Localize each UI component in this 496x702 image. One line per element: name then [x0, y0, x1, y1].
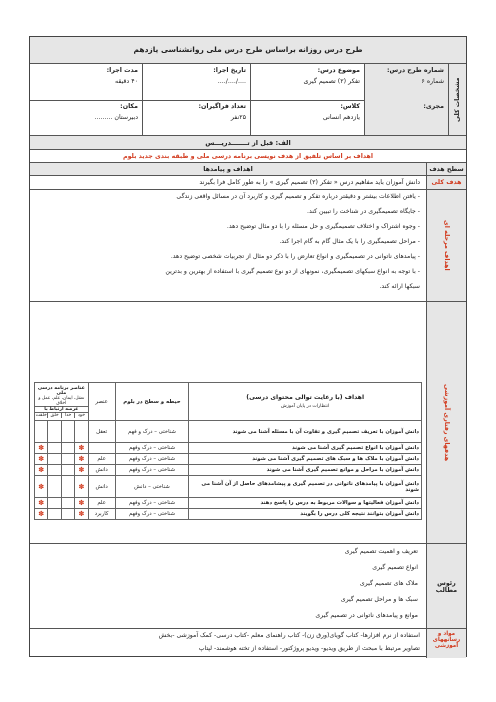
objective-mark	[61, 454, 74, 465]
heading-item: ملاک های تصمیم گیری	[359, 580, 418, 587]
objective-element: تعقل	[88, 421, 115, 443]
objective-mark: ✽	[75, 454, 88, 465]
section-a-title: الف: قبل از تـــــــدریـــس	[205, 139, 291, 147]
objective-bloom: شناختی – درک وفهم	[115, 454, 189, 465]
objective-mark	[48, 509, 61, 520]
objectives-table	[34, 382, 422, 520]
objective-mark	[61, 421, 74, 443]
duration-value: ۴۰ دقیقه	[114, 78, 138, 85]
stage-goal-item: سبکها ارائه کند.	[379, 283, 420, 290]
stage-goal-item: - یافتن اطلاعات بیشتر و دقیقتر درباره تفکر و تصمیم گیری و کاربرد آن در مسائل واقعی زندگی	[176, 193, 420, 200]
behavioral-goals-label: هدفهای رفتاری آموزشی	[443, 383, 450, 462]
objective-mark: ✽	[35, 465, 48, 476]
objectives-table-title: اهداف (با رعایت توالی محتوای درسی)	[246, 394, 365, 401]
place-label: مکان:	[120, 103, 138, 110]
media-line: استفاده از نرم افزارها- کتاب گویای(ورق زن)- کتاب راهنمای معلم -کتاب درسی- کمک آموزشی -بخش	[158, 632, 420, 639]
objective-text: دانش آموزان با ملاک ها و سبک های تصمیم گیری آشنا می شوند	[189, 454, 422, 465]
objective-mark: ✽	[75, 443, 88, 454]
objective-row	[35, 454, 422, 465]
stage-goals-row	[30, 190, 466, 302]
objective-mark	[48, 454, 61, 465]
section-a-bar	[30, 136, 466, 150]
objective-mark: ✽	[75, 509, 88, 520]
objective-mark: ✽	[75, 465, 88, 476]
duration-label: مدت اجرا:	[106, 67, 138, 74]
area-col-header: خود	[74, 413, 87, 418]
objective-element	[88, 443, 115, 454]
objective-row	[35, 421, 422, 443]
area-col-header: خلقت	[35, 412, 47, 418]
objective-mark	[61, 476, 74, 498]
element-col-header: عنصر	[88, 383, 115, 421]
general-goal-text: دانش آموزان باید مفاهیم درس « تفکر (۲) تصمیم گیری » را به طور کامل فرا بگیرند	[199, 179, 420, 186]
objective-element: کاربرد	[88, 509, 115, 520]
objective-mark: ✽	[35, 498, 48, 509]
objective-text: دانش آموزان با تعریف تصمیم گیری و تفاوت آن با مسئله آشنا می شوند	[189, 421, 422, 443]
objective-element: علم	[88, 454, 115, 465]
bloom-header: حیطه و سطح در بلوم	[115, 383, 189, 421]
stage-goal-item: - جایگاه تصمیمگیری در شناخت را تبیین کند.	[307, 208, 420, 215]
heading-item: انواع تصمیم گیری	[372, 564, 418, 571]
area-col-header: خدا	[61, 413, 74, 418]
objective-mark	[61, 498, 74, 509]
lesson-plan-sheet	[29, 36, 467, 657]
elements-subheader: تعقل، ایمان، علم، عمل و اخلاق	[38, 395, 85, 406]
stage-goal-item: - با توجه به انواع سبکهای تصمیمگیری، نمونهای از دو نوع تصمیم گیری با استفاده از بهترین و بدترین	[165, 268, 420, 275]
stage-goal-item: - مراحل تصمیمگیری را با یک مثال گام به گام اجرا کند.	[279, 238, 420, 245]
objective-mark	[61, 509, 74, 520]
objective-text: دانش آموزان با پیامدهای ناتوانی در تصمیم گیری و پیشامدهای حاصل از آن آشنا می شوند	[189, 476, 422, 498]
objective-bloom: شناختی – دانش	[115, 476, 189, 498]
stage-goals-label: اهداف مرحله ای	[443, 220, 450, 271]
objective-mark: ✽	[75, 476, 88, 498]
headings-row	[30, 544, 466, 629]
plan-no-label: شماره طرح درس:	[387, 67, 444, 74]
red-heading-bar	[30, 150, 466, 163]
objective-mark	[75, 421, 88, 443]
objective-mark: ✽	[35, 454, 48, 465]
topic-value: تفکر (۲) تصمیم گیری	[303, 78, 360, 85]
title-bar	[30, 37, 466, 64]
media-label: مواد و رسانههای آموزشی	[432, 631, 461, 649]
stage-goal-item: - وجوه اشتراک و اختلاف تصمیمگیری و حل مسئله را با دو مثال توضیح دهد.	[226, 223, 420, 230]
elements-header: عناصر برنامه درسی ملی	[37, 385, 85, 396]
info-row-1	[30, 64, 448, 101]
objective-mark	[48, 421, 61, 443]
general-goal-label: هدف کلی	[431, 179, 462, 186]
area-col-header: خلق	[47, 413, 60, 418]
goals-header-row	[30, 163, 466, 176]
objective-text: دانش آموزان بتوانند نتیجه کلی درس را بگویند	[189, 509, 422, 520]
objective-row	[35, 476, 422, 498]
objective-mark	[61, 443, 74, 454]
learners-label: تعداد فراگیران:	[198, 103, 246, 110]
objective-bloom: شناختی – درک و فهم	[115, 421, 189, 443]
media-row	[30, 629, 466, 658]
objective-mark	[48, 465, 61, 476]
levels-header: سطح هدف	[426, 163, 466, 175]
behavioral-goals-row	[30, 302, 466, 544]
objective-row	[35, 509, 422, 520]
objective-element: دانش	[88, 476, 115, 498]
objective-mark: ✽	[35, 443, 48, 454]
date-label: تاریخ اجرا:	[213, 67, 246, 74]
learners-value: ۲۵نفر	[230, 114, 246, 121]
objective-element: دانش	[88, 465, 115, 476]
objective-text: دانش آموزان فعالیتها و سوالات مربوط به درس را پاسخ دهند	[189, 498, 422, 509]
goals-red-heading: اهداف بر اساس تلفیق از هدف نویسی برنامه درسی ملی و طبقه بندی جدید بلوم	[122, 153, 374, 160]
objective-text: دانش آموزان با انواع تصمیم گیری آشنا می شوند	[189, 443, 422, 454]
objective-row	[35, 498, 422, 509]
class-value: یازدهم انسانی	[322, 114, 360, 121]
media-line: تصاویر مرتبط با مبحث از طریق ویدیو- ویدیو پروژکتور- استفاده از تخته هوشمند- لپتاپ	[198, 645, 420, 652]
date-value: ..../..../....	[217, 78, 246, 85]
objective-mark	[48, 498, 61, 509]
objective-mark: ✽	[35, 509, 48, 520]
info-row-2	[30, 100, 448, 135]
objective-row	[35, 443, 422, 454]
areas-header: عرصه ارتباط با	[35, 406, 88, 412]
objective-row	[35, 465, 422, 476]
objective-mark: ✽	[35, 476, 48, 498]
objective-mark	[48, 476, 61, 498]
objective-mark: ✽	[75, 498, 88, 509]
general-info-label: مشخصات کلی	[454, 77, 461, 122]
objective-text: دانش آموزان با مراحل و موانع تصمیم گیری آشنا می شوند	[189, 465, 422, 476]
objective-mark	[35, 421, 48, 443]
goals-header: اهداف و پیامدها	[203, 166, 253, 173]
topic-label: موضوع درس:	[317, 67, 360, 74]
objective-bloom: شناختی – درک وفهم	[115, 443, 189, 454]
objective-mark	[61, 465, 74, 476]
objectives-table-subtitle: انتظارات در پایان آموزش	[281, 404, 330, 409]
headings-label: رئوس مطالب	[435, 580, 458, 594]
objective-bloom: شناختی – درک وفهم	[115, 509, 189, 520]
page-title: طرح درس روزانه براساس طرح درس ملی روانشناسی یازدهم	[133, 45, 363, 54]
heading-item: موانع و پیامدهای ناتوانی در تصمیم گیری	[315, 612, 418, 619]
objective-bloom: شناختی – درک وفهم	[115, 465, 189, 476]
objective-bloom: شناختی – درک وفهم	[115, 498, 189, 509]
objective-element: علم	[88, 498, 115, 509]
class-label: کلاس:	[340, 103, 360, 110]
plan-no-value: شماره ۶	[421, 78, 444, 85]
general-info	[30, 64, 466, 136]
place-value: دبیرستان .........	[94, 114, 138, 121]
teacher-label: مجری:	[423, 103, 444, 110]
objective-mark	[48, 443, 61, 454]
heading-item: سبک ها و مراحل تصمیم گیری	[340, 596, 418, 603]
general-goal-row	[30, 176, 466, 190]
heading-item: تعریف و اهمیت تصمیم گیری	[344, 548, 418, 555]
stage-goals-list	[30, 190, 426, 301]
stage-goal-item: - پیامدهای ناتوانی در تصمیمگیری و انواع تعارض را با ذکر دو مثال از تجربیات شخصی توضیح دهد.	[170, 253, 420, 260]
